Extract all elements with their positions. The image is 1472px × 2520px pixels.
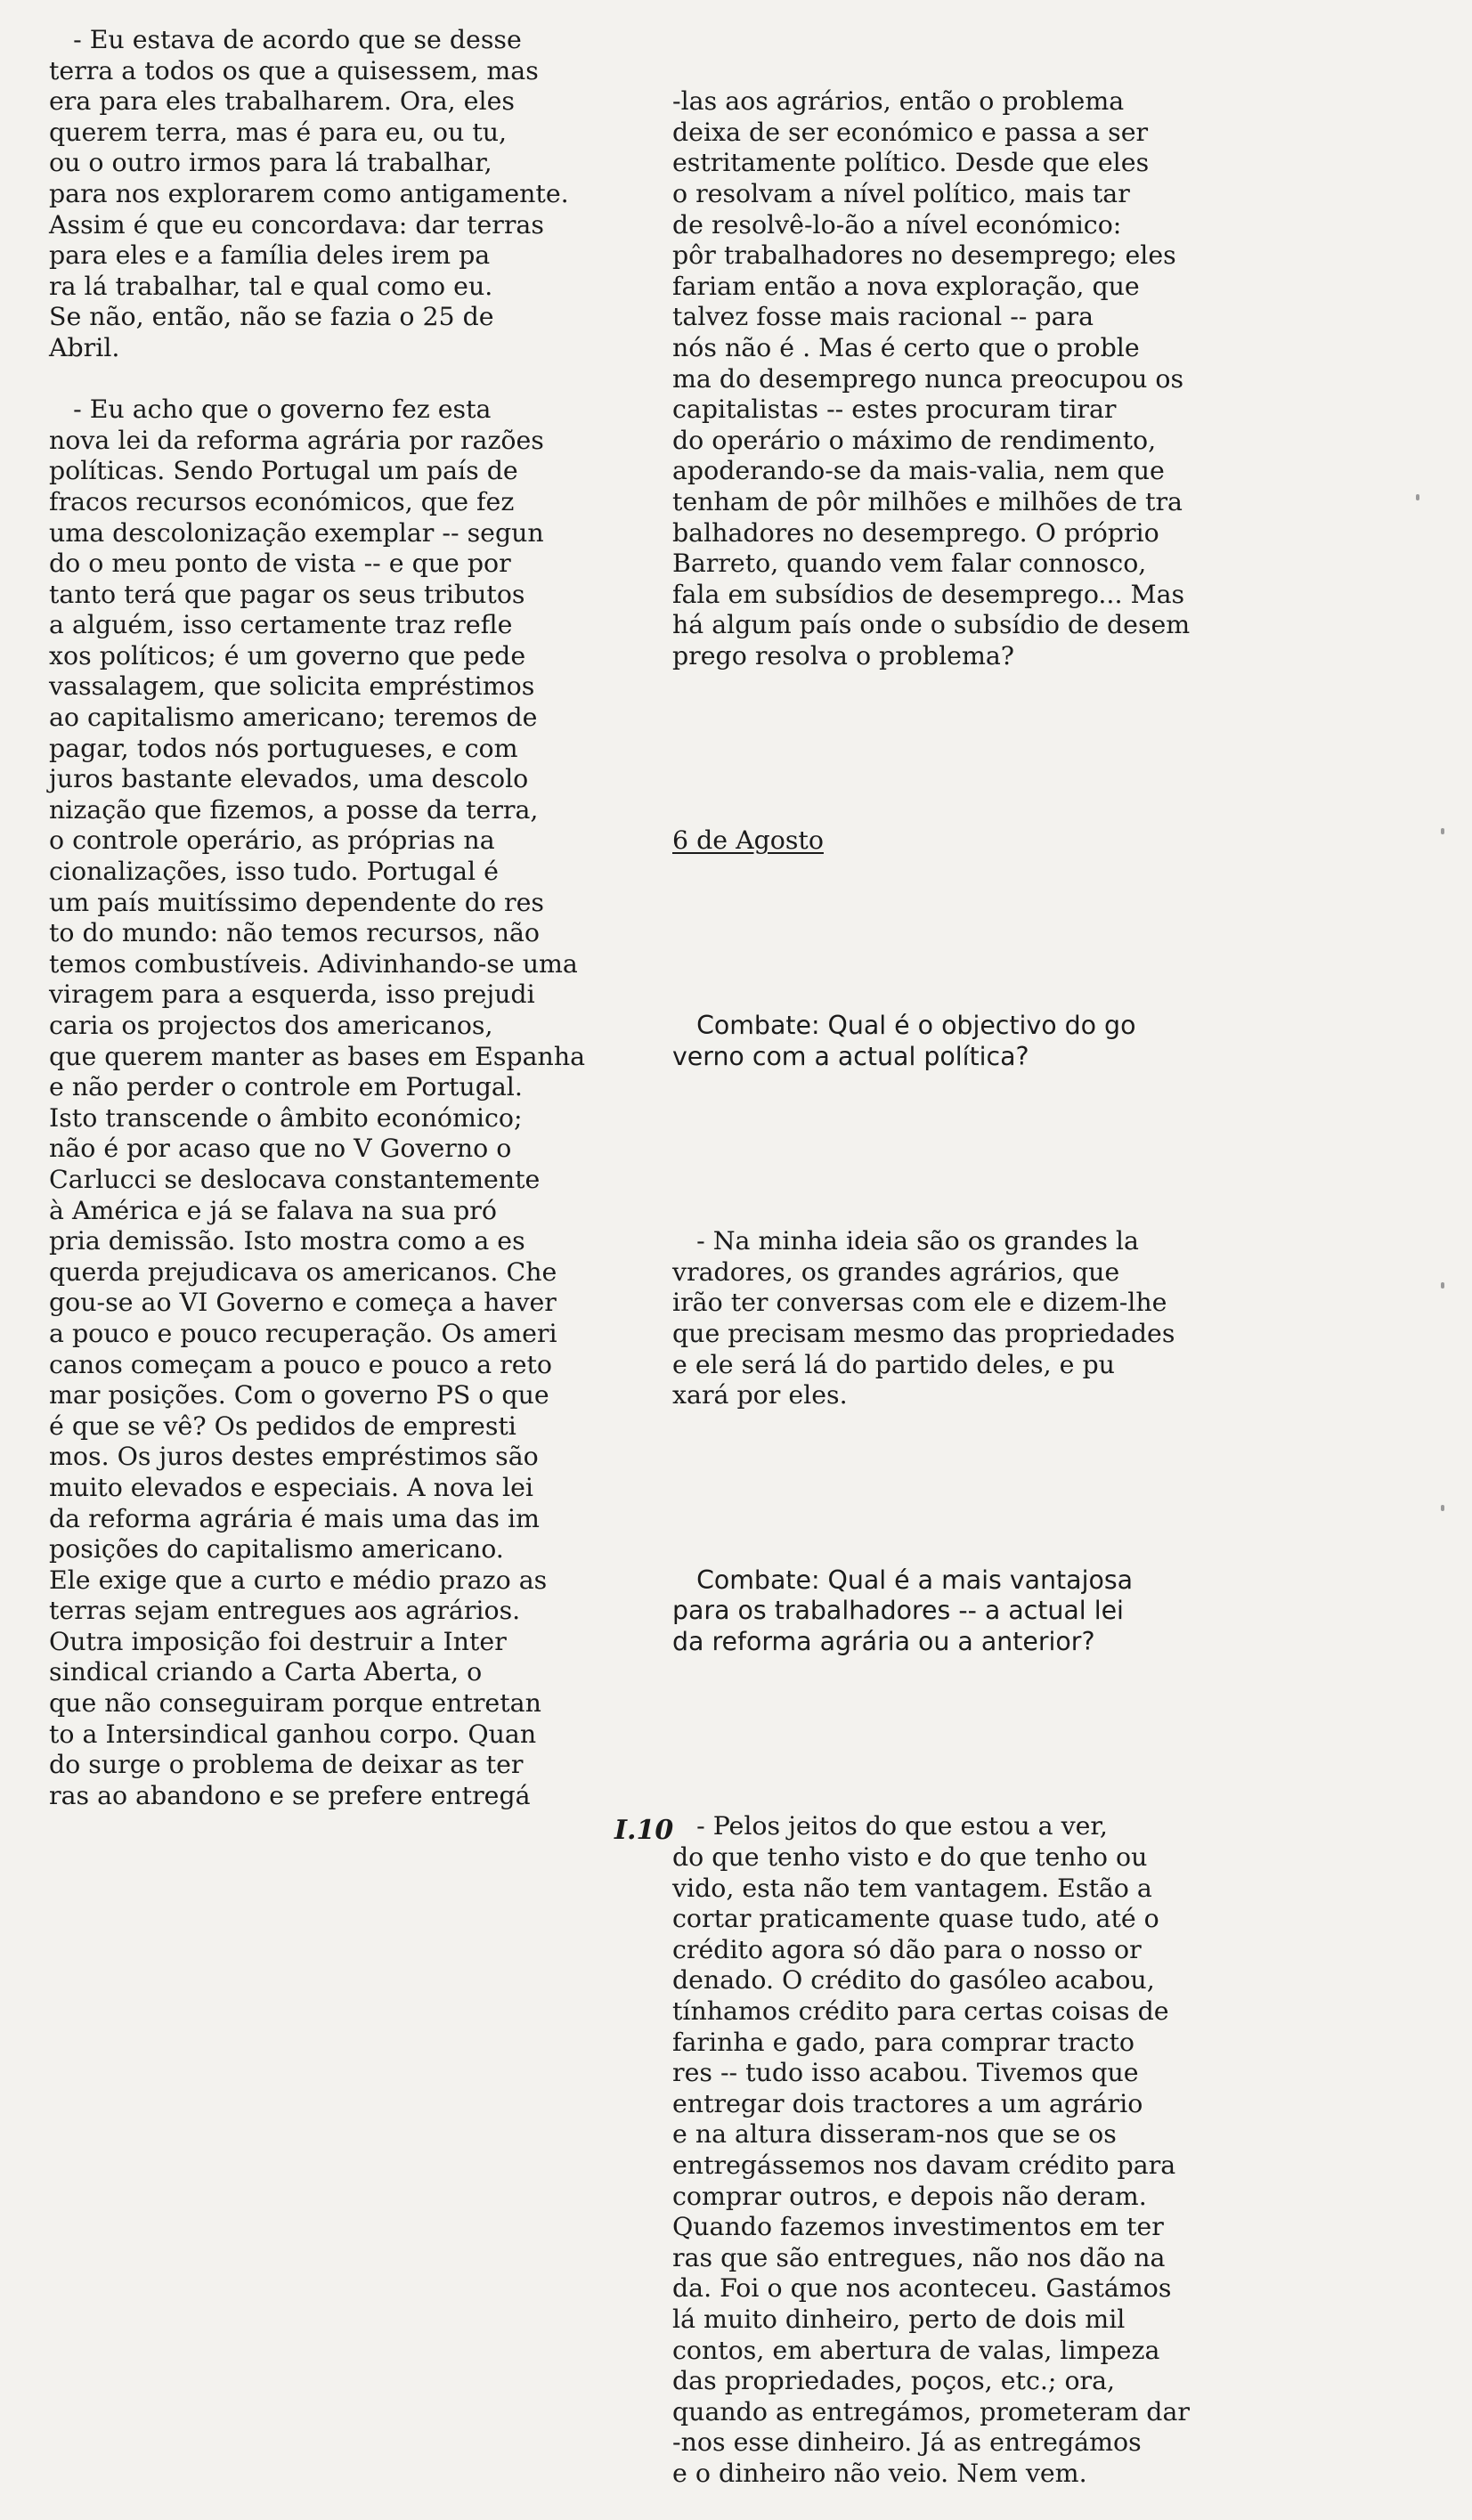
- text-line: pria demissão. Isto mostra como a es: [49, 1226, 525, 1256]
- text-line: do o meu ponto de vista -- e que por: [49, 549, 511, 579]
- text-line: -las aos agrários, então o problema: [672, 86, 1125, 117]
- text-line: caria os projectos dos americanos,: [49, 1011, 493, 1040]
- text-line: ras ao abandono e se prefere entregá: [49, 1780, 531, 1810]
- text-line: Isto transcende o âmbito económico;: [49, 1102, 523, 1133]
- text-line: a pouco e pouco recuperação. Os ameri: [49, 1318, 557, 1348]
- text-line: das propriedades, poços, etc.; ora,: [672, 2366, 1116, 2396]
- text-line: do que tenho visto e do que tenho ou: [672, 1842, 1148, 1873]
- text-line: cortar praticamente quase tudo, até o: [672, 1904, 1159, 1934]
- text-line: a alguém, isso certamente traz refle: [49, 610, 513, 640]
- text-line: vassalagem, que solicita empréstimos: [49, 671, 535, 702]
- text-line: to do mundo: não temos recursos, não: [49, 918, 541, 948]
- text-line: era para eles trabalharem. Ora, eles: [49, 86, 515, 117]
- text-line: xos políticos; é um governo que pede: [49, 640, 526, 671]
- question-line: verno com a actual política?: [672, 1041, 1029, 1071]
- text-line: e não perder o controle em Portugal.: [49, 1072, 523, 1102]
- text-line: talvez fosse mais racional -- para: [672, 302, 1094, 332]
- text-line: do surge o problema de deixar as ter: [49, 1750, 524, 1780]
- text-line: farinha e gado, para comprar tracto: [672, 2027, 1134, 2057]
- text-line: querem terra, mas é para eu, ou tu,: [49, 117, 508, 147]
- text-line: e o dinheiro não veio. Nem vem.: [672, 2458, 1087, 2488]
- text-line: da reforma agrária é mais uma das im: [49, 1503, 540, 1533]
- page-number: I.10: [614, 1815, 674, 1846]
- text-line: capitalistas -- estes procuram tirar: [672, 394, 1117, 425]
- text-line: - Na minha ideia são os grandes la: [672, 1226, 1139, 1256]
- text-line: -nos esse dinheiro. Já as entregámos: [672, 2427, 1142, 2458]
- text-line: to a Intersindical ganhou corpo. Quan: [49, 1719, 537, 1749]
- text-line: um país muitíssimo dependente do res: [49, 887, 545, 917]
- left-text-column: [49, 25, 619, 1811]
- text-line: viragem para a esquerda, isso prejudi: [49, 980, 535, 1010]
- date-heading: 6 de Agosto: [672, 825, 824, 856]
- text-line: para eles e a família deles irem pa: [49, 240, 491, 271]
- text-line: à América e já se falava na sua pró: [49, 1195, 497, 1225]
- text-line: juros bastante elevados, uma descolo: [49, 764, 529, 794]
- text-line: crédito agora só dão para o nosso or: [672, 1934, 1142, 1964]
- text-line: o controle operário, as próprias na: [49, 825, 495, 856]
- text-line: canos começam a pouco e pouco a reto: [49, 1349, 553, 1379]
- text-line: para nos explorarem como antigamente.: [49, 178, 569, 208]
- question-line: da reforma agrária ou a anterior?: [672, 1626, 1095, 1656]
- text-line: comprar outros, e depois não deram.: [672, 2181, 1147, 2211]
- right-text-column: [672, 25, 1242, 2520]
- text-line: estritamente político. Desde que eles: [672, 148, 1150, 178]
- text-line: nova lei da reforma agrária por razões: [49, 425, 544, 455]
- text-line: mar posições. Com o governo PS o que: [49, 1380, 549, 1410]
- text-line: gou-se ao VI Governo e começa a haver: [49, 1288, 557, 1318]
- text-line: que não conseguiram porque entretan: [49, 1688, 541, 1719]
- text-line: contos, em abertura de valas, limpeza: [672, 2335, 1160, 2365]
- text-line: nização que fizemos, a posse da terra,: [49, 794, 539, 825]
- text-line: terras sejam entregues aos agrários.: [49, 1596, 521, 1626]
- text-line: tanto terá que pagar os seus tributos: [49, 579, 525, 609]
- text-line: balhadores no desemprego. O próprio: [672, 517, 1159, 548]
- text-line: Abril.: [49, 332, 120, 362]
- text-line: e ele será lá do partido deles, e pu: [672, 1349, 1115, 1379]
- text-line: vido, esta não tem vantagem. Estão a: [672, 1873, 1152, 1903]
- text-line: de resolvê-lo-ão a nível económico:: [672, 209, 1122, 240]
- text-line: cionalizações, isso tudo. Portugal é: [49, 857, 499, 887]
- text-line: ma do desemprego nunca preocupou os: [672, 363, 1184, 394]
- text-line: apoderando-se da mais-valia, nem que: [672, 456, 1165, 486]
- text-line: deixa de ser económico e passa a ser: [672, 117, 1149, 147]
- text-line: fracos recursos económicos, que fez: [49, 486, 515, 516]
- interview-question-1: [672, 1011, 1242, 1072]
- text-line: denado. O crédito do gasóleo acabou,: [672, 1965, 1155, 1996]
- text-line: Outra imposição foi destruir a Inter: [49, 1626, 507, 1656]
- text-line: Carlucci se deslocava constantemente: [49, 1164, 541, 1194]
- scan-speck: [1441, 1505, 1444, 1511]
- text-line: nós não é . Mas é certo que o proble: [672, 332, 1140, 362]
- text-line: Ele exige que a curto e médio prazo as: [49, 1565, 548, 1595]
- text-line: vradores, os grandes agrários, que: [672, 1256, 1120, 1287]
- text-line: mos. Os juros destes empréstimos são: [49, 1442, 539, 1472]
- text-line: tenham de pôr milhões e milhões de tra: [672, 486, 1183, 516]
- text-line: há algum país onde o subsídio de desem: [672, 610, 1191, 640]
- scan-speck: [1441, 1282, 1444, 1288]
- text-line: muito elevados e especiais. A nova lei: [49, 1472, 533, 1502]
- text-line: pagar, todos nós portugueses, e com: [49, 733, 518, 763]
- text-line: entregássemos nos davam crédito para: [672, 2150, 1176, 2180]
- continued-answer: [672, 86, 1242, 671]
- text-line: [49, 364, 619, 395]
- text-line: fariam então a nova exploração, que: [672, 271, 1140, 301]
- text-line: xará por eles.: [672, 1380, 848, 1410]
- text-line: posições do capitalismo americano.: [49, 1534, 504, 1565]
- interview-question-2: [672, 1565, 1242, 1658]
- scan-speck: [1441, 828, 1444, 834]
- text-line: ra lá trabalhar, tal e qual como eu.: [49, 271, 493, 301]
- text-line: lá muito dinheiro, perto de dois mil: [672, 2304, 1126, 2334]
- text-line: o resolvam a nível político, mais tar: [672, 178, 1130, 208]
- text-line: políticas. Sendo Portugal um país de: [49, 456, 518, 486]
- interview-answer-1: [672, 1226, 1242, 1411]
- interview-answer-2: [672, 1811, 1242, 2489]
- text-line: e na altura disseram-nos que se os: [672, 2119, 1117, 2150]
- question-line: para os trabalhadores -- a actual lei: [672, 1596, 1124, 1626]
- text-line: é que se vê? Os pedidos de empresti: [49, 1410, 516, 1441]
- text-line: entregar dois tractores a um agrário: [672, 2088, 1143, 2118]
- text-line: - Eu estava de acordo que se desse: [49, 25, 522, 54]
- text-line: tínhamos crédito para certas coisas de: [672, 1996, 1169, 2026]
- text-line: ou o outro irmos para lá trabalhar,: [49, 148, 492, 178]
- text-line: - Pelos jeitos do que estou a ver,: [672, 1811, 1108, 1841]
- text-line: res -- tudo isso acabou. Tivemos que: [672, 2058, 1139, 2088]
- text-line: - Eu acho que o governo fez esta: [49, 394, 492, 425]
- text-line: quando as entregámos, prometeram dar: [672, 2396, 1190, 2427]
- text-line: uma descolonização exemplar -- segun: [49, 517, 544, 548]
- text-line: prego resolva o problema?: [672, 640, 1015, 671]
- text-line: Barreto, quando vem falar connosco,: [672, 549, 1147, 579]
- text-line: fala em subsídios de desemprego... Mas: [672, 579, 1185, 609]
- text-line: que querem manter as bases em Espanha: [49, 1041, 586, 1071]
- question-line: Combate: Qual é a mais vantajosa: [672, 1565, 1134, 1595]
- scan-speck: [1416, 494, 1419, 500]
- text-line: ras que são entregues, não nos dão na: [672, 2242, 1166, 2272]
- text-line: ao capitalismo americano; teremos de: [49, 703, 538, 733]
- text-line: irão ter conversas com ele e dizem-lhe: [672, 1288, 1167, 1318]
- text-line: que precisam mesmo das propriedades: [672, 1318, 1175, 1348]
- text-line: Quando fazemos investimentos em ter: [672, 2212, 1164, 2242]
- text-line: do operário o máximo de rendimento,: [672, 425, 1157, 455]
- text-line: não é por acaso que no V Governo o: [49, 1134, 512, 1164]
- text-line: da. Foi o que nos aconteceu. Gastámos: [672, 2273, 1172, 2304]
- text-line: sindical criando a Carta Aberta, o: [49, 1657, 483, 1687]
- text-line: pôr trabalhadores no desemprego; eles: [672, 240, 1176, 271]
- text-line: querda prejudicava os americanos. Che: [49, 1256, 557, 1287]
- question-line: Combate: Qual é o objectivo do go: [672, 1011, 1136, 1040]
- text-line: Se não, então, não se fazia o 25 de: [49, 302, 494, 332]
- text-line: terra a todos os que a quisessem, mas: [49, 55, 539, 85]
- text-line: temos combustíveis. Adivinhando-se uma: [49, 948, 578, 979]
- text-line: Assim é que eu concordava: dar terras: [49, 209, 544, 240]
